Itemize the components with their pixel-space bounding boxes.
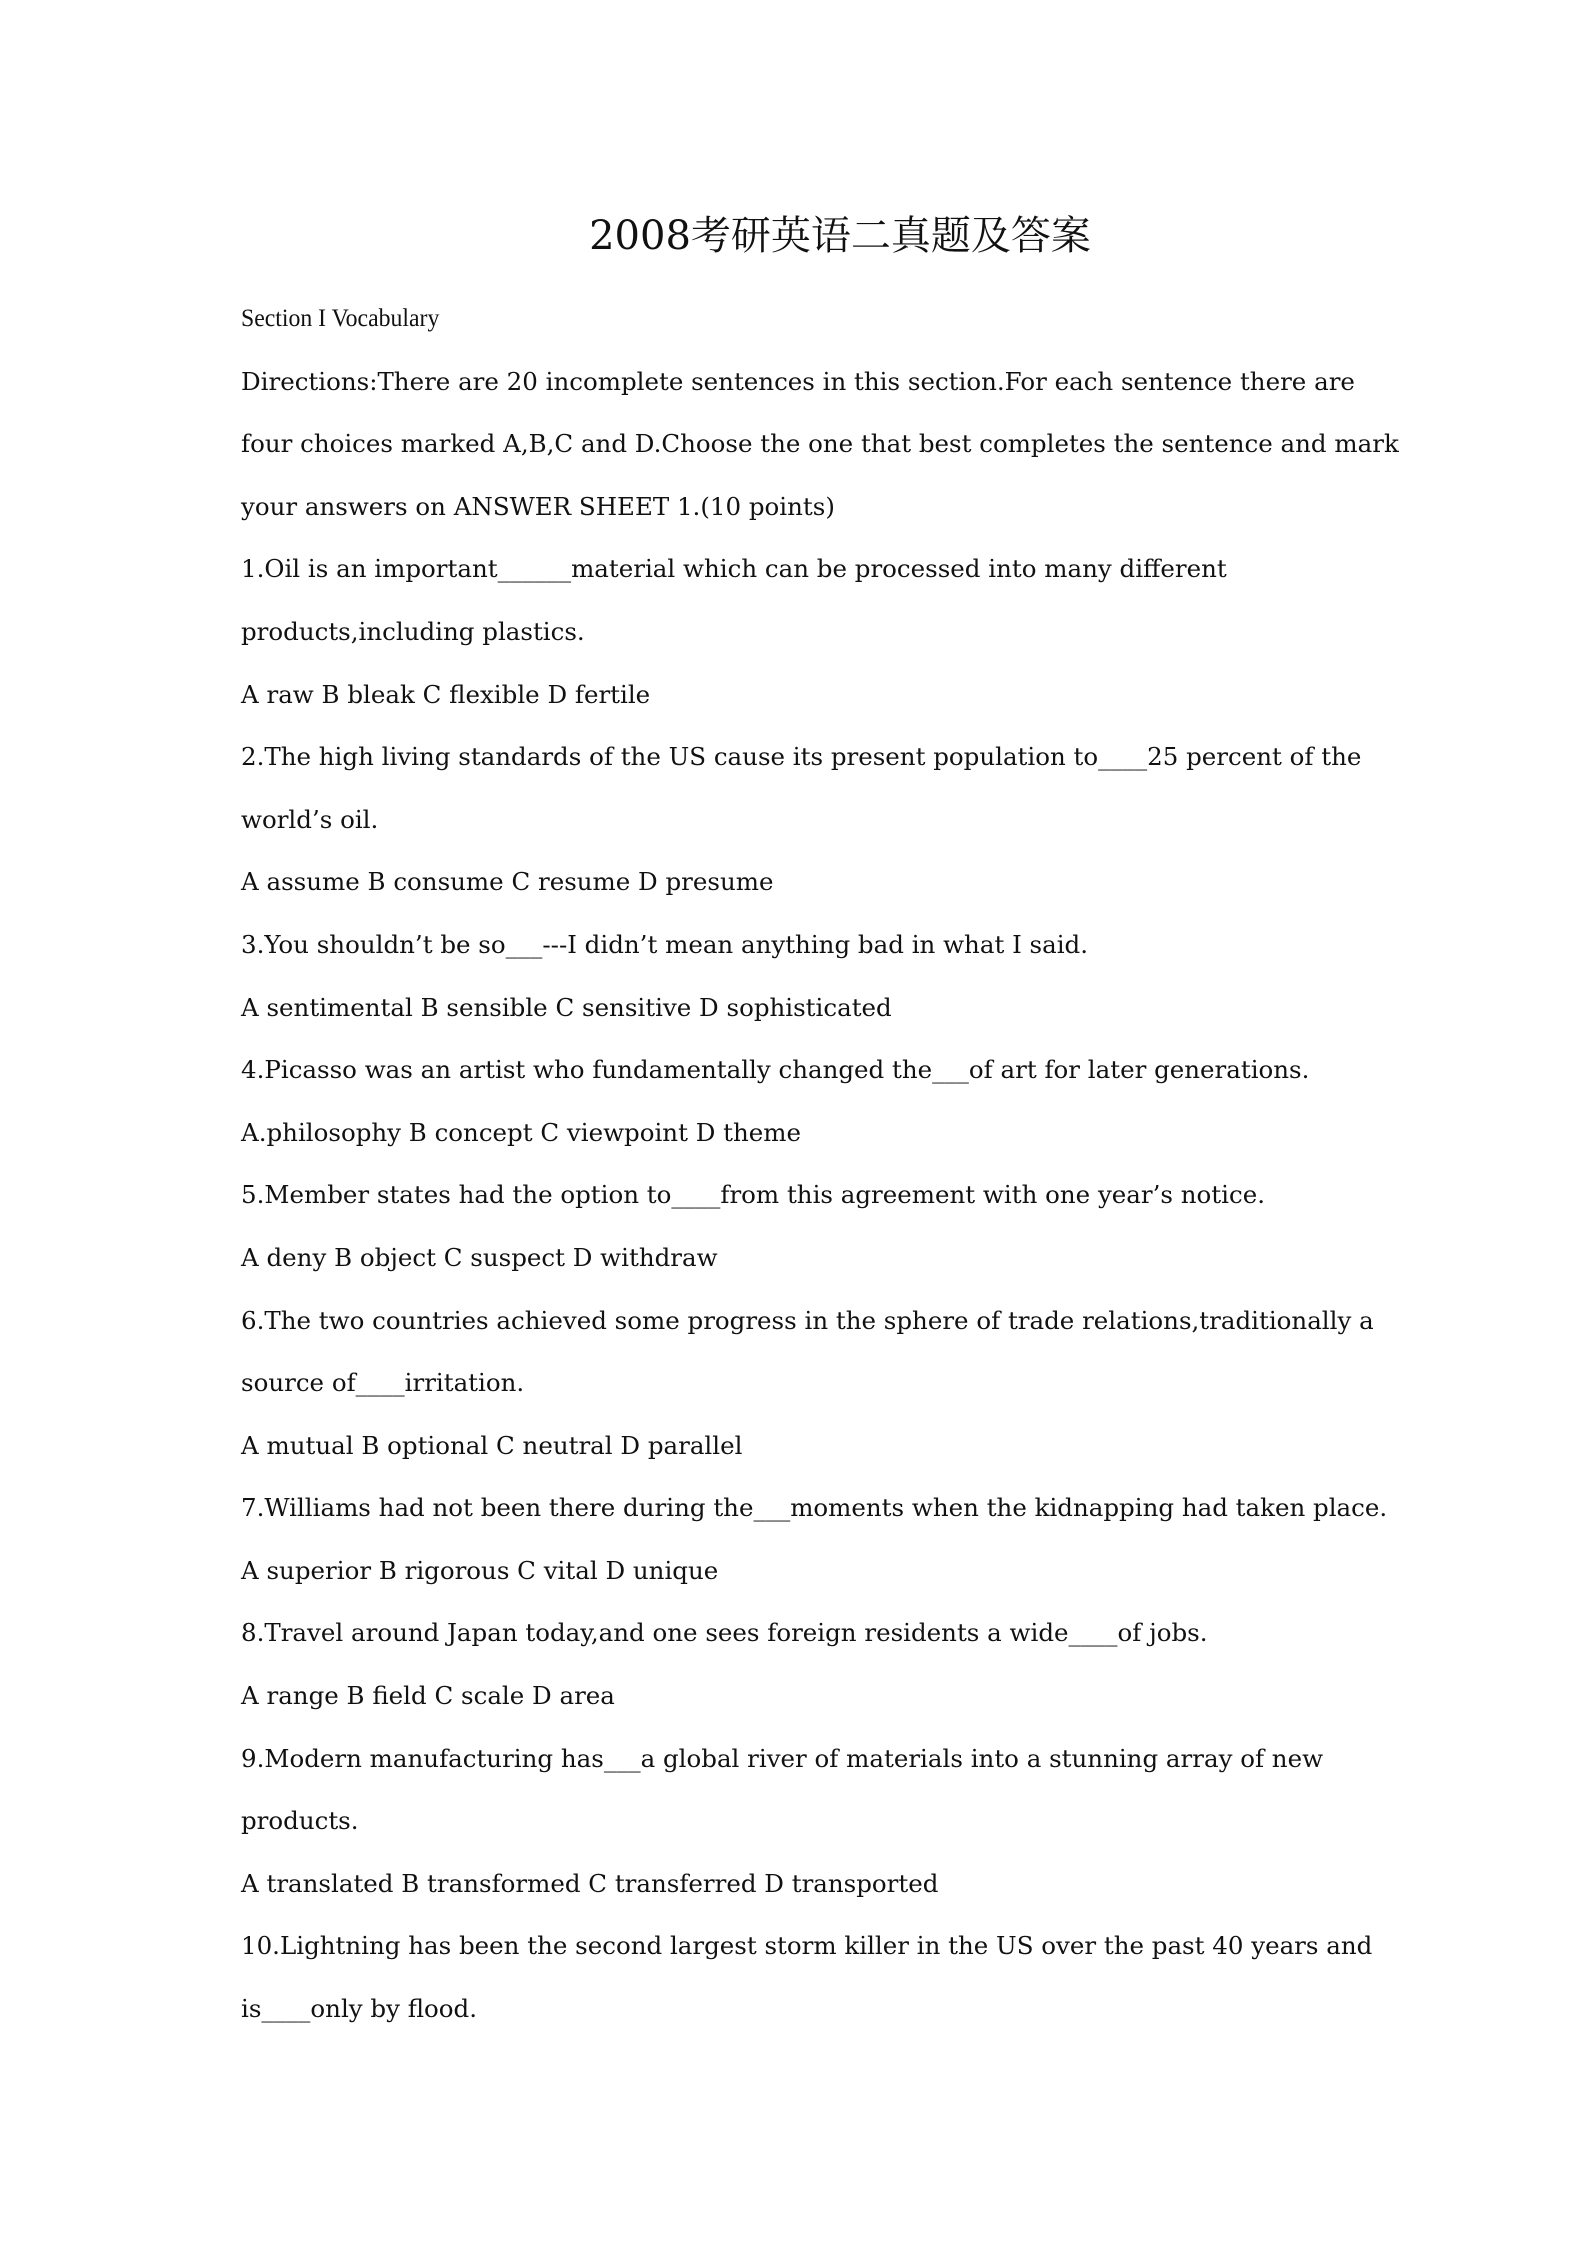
answer-options: A deny B object C suspect D withdraw: [241, 1242, 718, 1272]
question-text: products.: [241, 1806, 359, 1836]
document-title: 2008考研英语二真题及答案: [589, 213, 1091, 259]
question-text: 8.Travel around Japan today,and one sees foreign residents a wide____of jobs.: [241, 1618, 1208, 1648]
directions-line: four choices marked A,B,C and D.Choose the one that best completes the sentence and mark: [241, 429, 1399, 459]
answer-options: A translated B transformed C transferred D transported: [241, 1868, 939, 1898]
question-text: products,including plastics.: [241, 616, 585, 646]
answer-options: A assume B consume C resume D presume: [241, 867, 774, 897]
question-text: 10.Lightning has been the second largest storm killer in the US over the past 40 years and: [241, 1931, 1373, 1961]
question-text: 6.The two countries achieved some progress in the sphere of trade relations,traditionally a: [241, 1305, 1374, 1335]
directions-line: your answers on ANSWER SHEET 1.(10 points): [241, 491, 835, 521]
section-heading: Section I Vocabulary: [241, 305, 440, 332]
answer-options: A mutual B optional C neutral D parallel: [241, 1430, 743, 1460]
directions-line: Directions:There are 20 incomplete sentences in this section.For each sentence there are: [241, 366, 1355, 396]
question-text: 1.Oil is an important______material which can be processed into many different: [241, 554, 1227, 584]
question-text: 9.Modern manufacturing has___a global river of materials into a stunning array of new: [241, 1743, 1324, 1773]
question-text: source of____irritation.: [241, 1368, 525, 1398]
question-text: world’s oil.: [241, 804, 379, 834]
question-text: 5.Member states had the option to____from this agreement with one year’s notice.: [241, 1180, 1265, 1210]
question-text: 7.Williams had not been there during the___moments when the kidnapping had taken place.: [241, 1493, 1388, 1523]
question-text: 4.Picasso was an artist who fundamentally changed the___of art for later generations.: [241, 1055, 1310, 1085]
question-text: is____only by flood.: [241, 1994, 478, 2024]
question-text: 2.The high living standards of the US cause its present population to____25 percent of the: [241, 742, 1362, 772]
answer-options: A.philosophy B concept C viewpoint D theme: [241, 1117, 802, 1147]
answer-options: A superior B rigorous C vital D unique: [241, 1555, 719, 1585]
answer-options: A raw B bleak C flexible D fertile: [241, 679, 651, 709]
document-body: [241, 288, 1399, 2041]
question-text: 3.You shouldn’t be so___---I didn’t mean anything bad in what I said.: [241, 929, 1089, 959]
answer-options: A sentimental B sensible C sensitive D sophisticated: [241, 992, 892, 1022]
answer-options: A range B field C scale D area: [241, 1681, 615, 1711]
